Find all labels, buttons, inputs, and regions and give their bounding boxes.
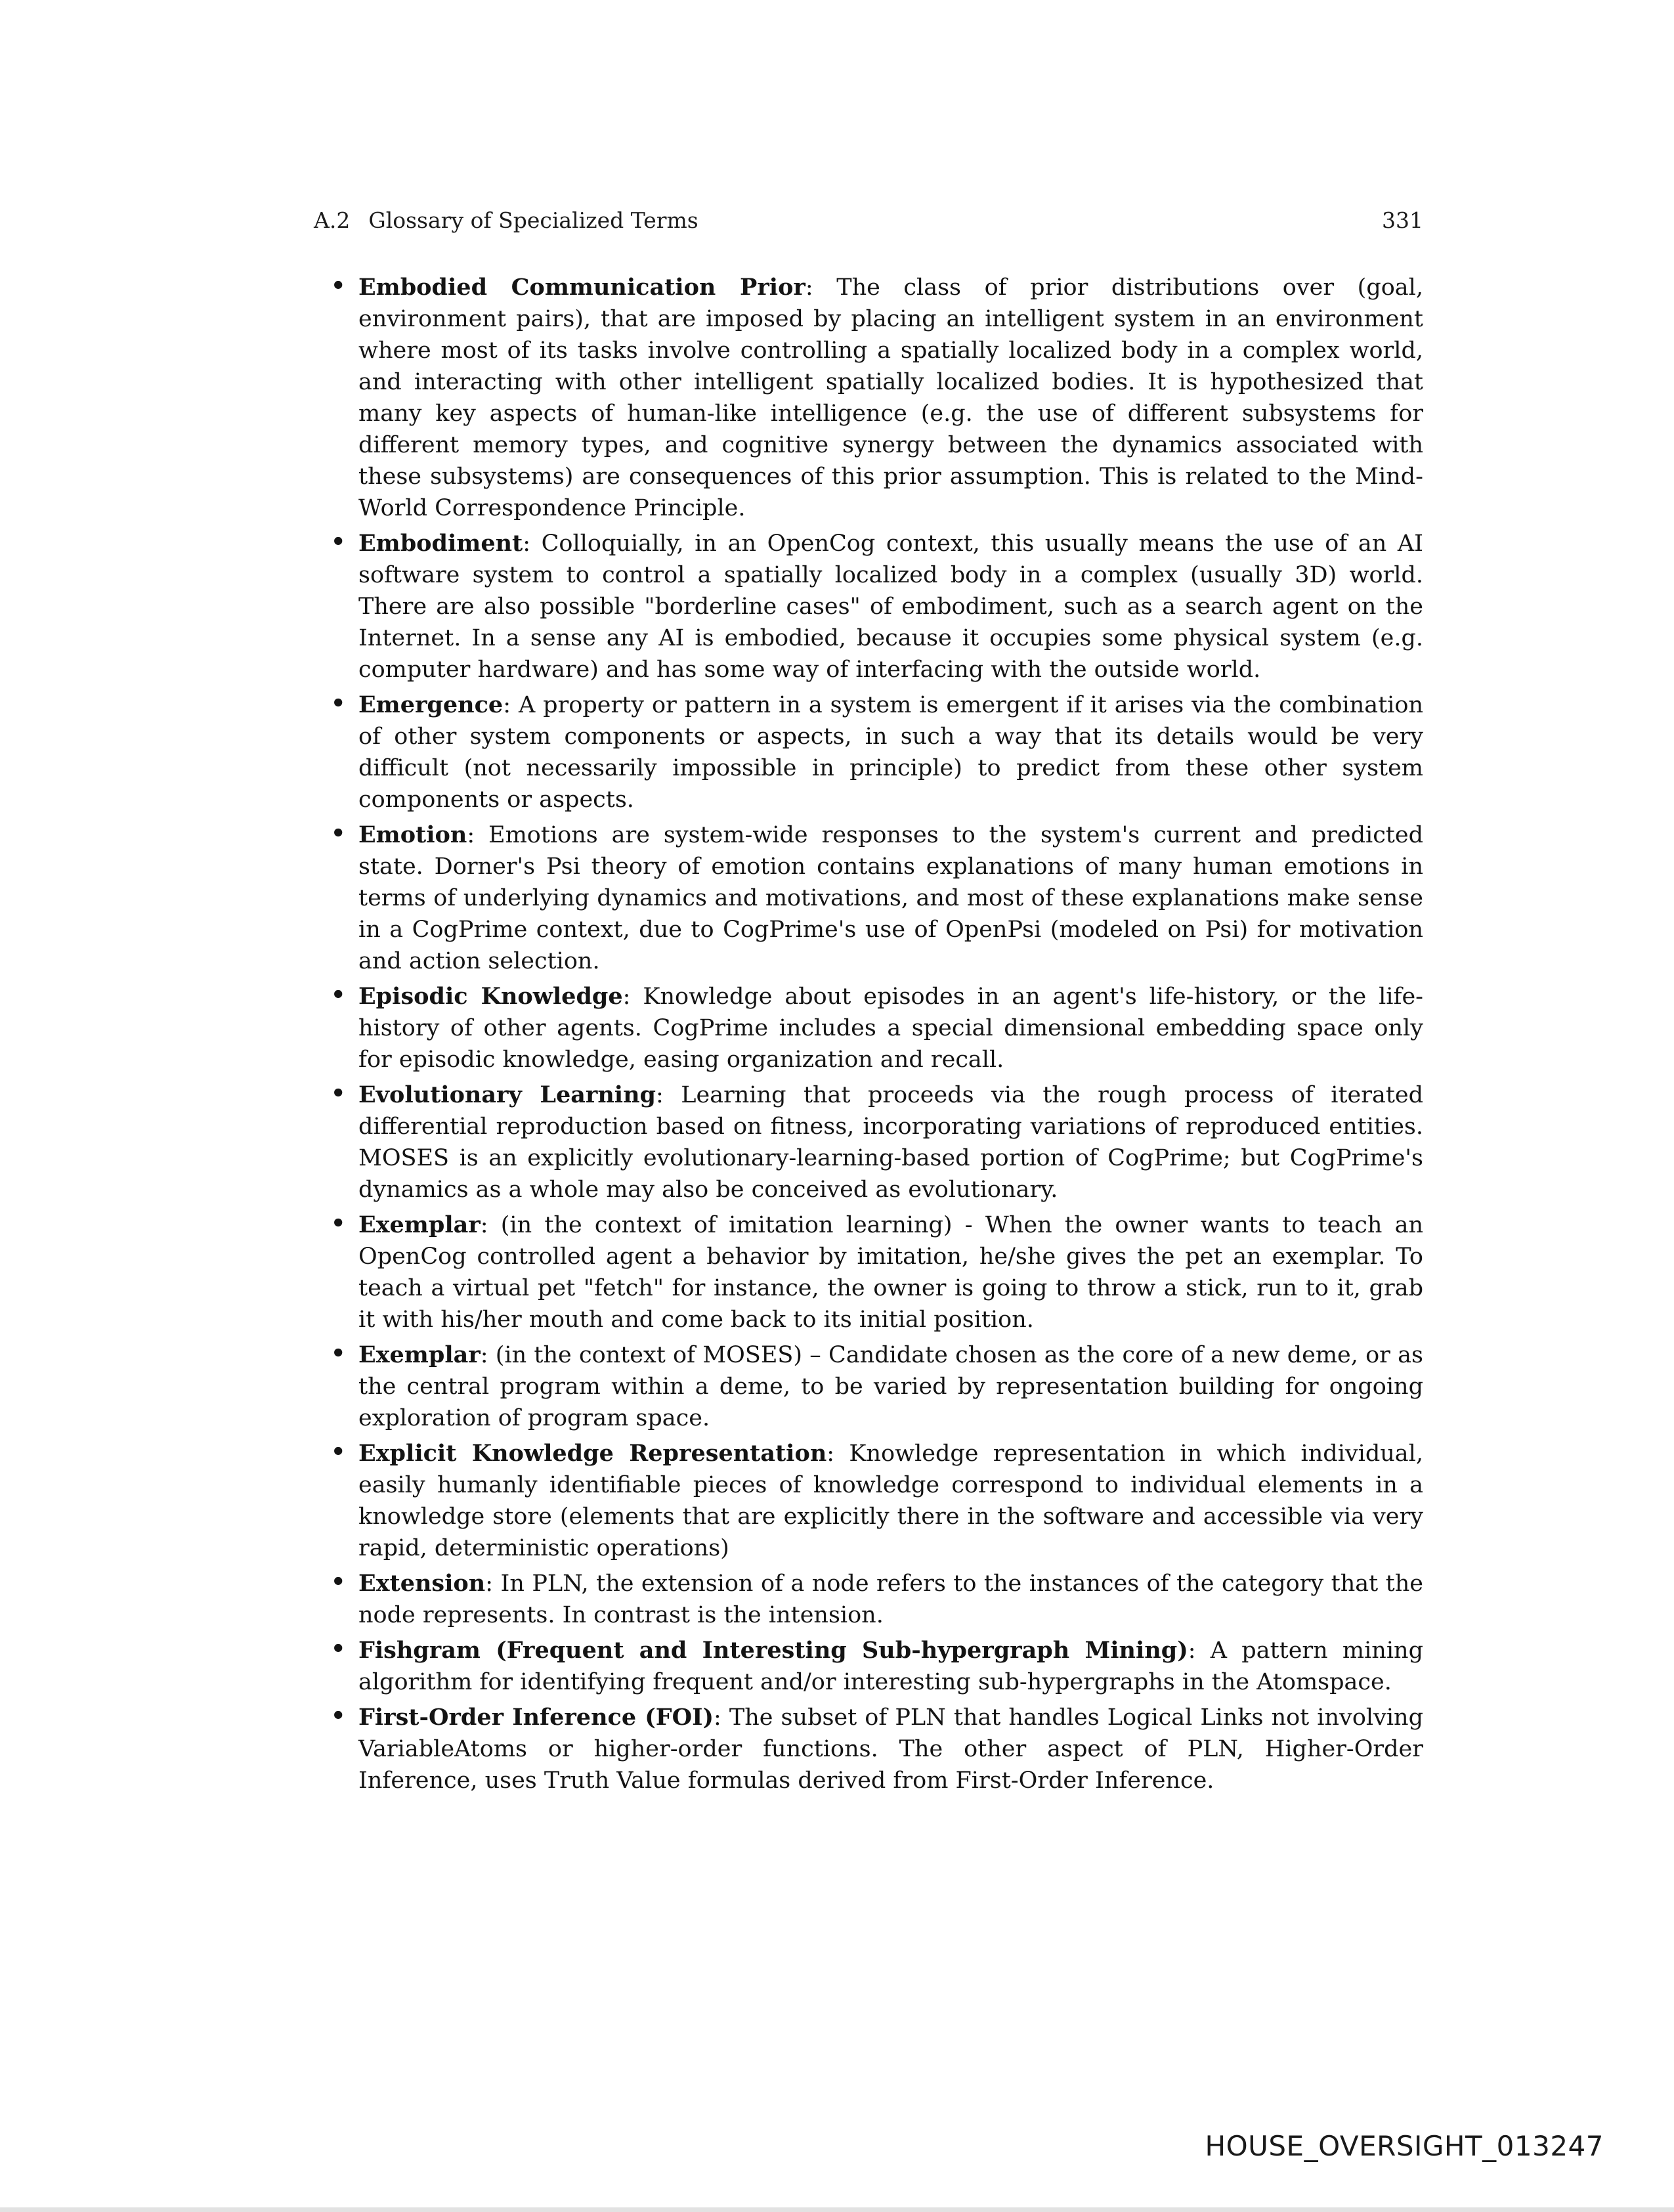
entry-definition: : A property or pattern in a system is emergent if it arises via the combination of other system components or aspects, in such a way that its details would be very difficult (not necessarily impossible in principle) to predict from these other system components or aspects. — [358, 692, 1423, 813]
bates-stamp: HOUSE_OVERSIGHT_013247 — [1205, 2130, 1604, 2162]
glossary-entry — [314, 1339, 1423, 1434]
entry-definition: : A pattern mining algorithm for identifying frequent and/or interesting sub-hypergraphs in the Atomspace. — [358, 1637, 1423, 1695]
entry-term: First-Order Inference (FOI) — [358, 1704, 714, 1731]
entry-term: Emotion — [358, 821, 467, 848]
entry-definition: : (in the context of MOSES) – Candidate chosen as the core of a new deme, or as the central program within a deme, to be varied by representation building for ongoing exploration of program space. — [358, 1342, 1423, 1431]
glossary-entry — [314, 1635, 1423, 1698]
glossary-entry — [314, 1079, 1423, 1205]
entry-definition: : Colloquially, in an OpenCog context, this usually means the use of an AI software system to control a spatially localized body in a complex (usually 3D) world. There are also possible "borderline cases" of embodiment, such as a search agent on the Internet. In a sense any AI is embodied, because it occupies some physical system (e.g. computer hardware) and has some way of interfacing with the outside world. — [358, 531, 1423, 683]
bullet-icon: • — [331, 1210, 346, 1237]
section-title: Glossary of Specialized Terms — [368, 207, 698, 233]
entry-term: Explicit Knowledge Representation — [358, 1440, 827, 1467]
bullet-icon: • — [331, 1636, 346, 1662]
entry-term: Extension — [358, 1570, 486, 1597]
section-number: A.2 — [314, 207, 351, 233]
glossary-entry — [314, 981, 1423, 1075]
bullet-icon: • — [331, 982, 346, 1008]
page-bottom-edge — [0, 2207, 1674, 2212]
entry-definition: : Emotions are system-wide responses to the system's current and predicted state. Dorner's Psi theory of emotion contains explanations of many human emotions in terms of underlying dynamics and motivations, and most of these explanations make sense in a CogPrime context, due to CogPrime's use of OpenPsi (modeled on Psi) for motivation and action selection. — [358, 822, 1423, 974]
entry-term: Evolutionary Learning — [358, 1081, 656, 1108]
bullet-icon: • — [331, 820, 346, 847]
glossary-entry — [314, 528, 1423, 685]
bullet-icon: • — [331, 690, 346, 717]
glossary-entry — [314, 1702, 1423, 1796]
glossary-entry — [314, 1209, 1423, 1335]
entry-definition: : Knowledge about episodes in an agent's life-history, or the life-history of other agents. CogPrime includes a special dimensional embedding space only for episodic knowledge, easing organization and recall. — [358, 984, 1423, 1073]
entry-definition: : The subset of PLN that handles Logical Links not involving VariableAtoms or higher-order functions. The other aspect of PLN, Higher-Order Inference, uses Truth Value formulas derived from First-Order Inference. — [358, 1704, 1423, 1794]
entry-term: Exemplar — [358, 1211, 481, 1238]
entry-term: Episodic Knowledge — [358, 983, 623, 1010]
page-number: 331 — [1382, 207, 1423, 233]
glossary-entry — [314, 689, 1423, 815]
entry-definition: : (in the context of imitation learning) - When the owner wants to teach an OpenCog controlled agent a behavior by imitation, he/she gives the pet an exemplar. To teach a virtual pet "fetch" for instance, the owner is going to throw a stick, run to it, grab it with his/her mouth and come back to its initial position. — [358, 1212, 1423, 1333]
bullet-icon: • — [331, 1702, 346, 1729]
header-left — [314, 207, 698, 233]
glossary-entry — [314, 1568, 1423, 1631]
entry-term: Embodiment — [358, 530, 523, 557]
entry-definition: : In PLN, the extension of a node refers to the instances of the category that the node represents. In contrast is the intension. — [358, 1571, 1423, 1628]
bullet-icon: • — [331, 1439, 346, 1465]
bullet-icon: • — [331, 529, 346, 555]
glossary-entry — [314, 272, 1423, 524]
entry-definition: : Learning that proceeds via the rough process of iterated differential reproduction based on fitness, incorporating variations of reproduced entities. MOSES is an explicitly evolutionary-learning-based portion of CogPrime; but CogPrime's dynamics as a whole may also be conceived as evolutionary. — [358, 1082, 1423, 1203]
glossary-list — [314, 272, 1423, 1800]
entry-term: Exemplar — [358, 1341, 481, 1368]
bullet-icon: • — [331, 1340, 346, 1367]
entry-term: Fishgram (Frequent and Interesting Sub-hypergraph Mining) — [358, 1637, 1188, 1664]
entry-term: Emergence — [358, 691, 504, 718]
bullet-icon: • — [331, 1080, 346, 1107]
running-header — [314, 207, 1423, 233]
entry-definition: : The class of prior distributions over (goal, environment pairs), that are imposed by placing an intelligent system in an environment where most of its tasks involve controlling a spatially localized body in a complex world, and interacting with other intelligent spatially localized bodies. It is hypothesized that many key aspects of human-like intelligence (e.g. the use of different subsystems for different memory types, and cognitive synergy between the dynamics associated with these subsystems) are consequences of this prior assumption. This is related to the Mind-World Correspondence Principle. — [358, 274, 1423, 521]
bullet-icon: • — [331, 272, 346, 299]
glossary-entry — [314, 819, 1423, 977]
entry-definition: : Knowledge representation in which individual, easily humanly identifiable pieces of knowledge correspond to individual elements in a knowledge store (elements that are explicitly there in the software and accessible via very rapid, deterministic operations) — [358, 1441, 1423, 1561]
bullet-icon: • — [331, 1569, 346, 1595]
glossary-entry — [314, 1438, 1423, 1564]
entry-term: Embodied Communication Prior — [358, 274, 805, 301]
